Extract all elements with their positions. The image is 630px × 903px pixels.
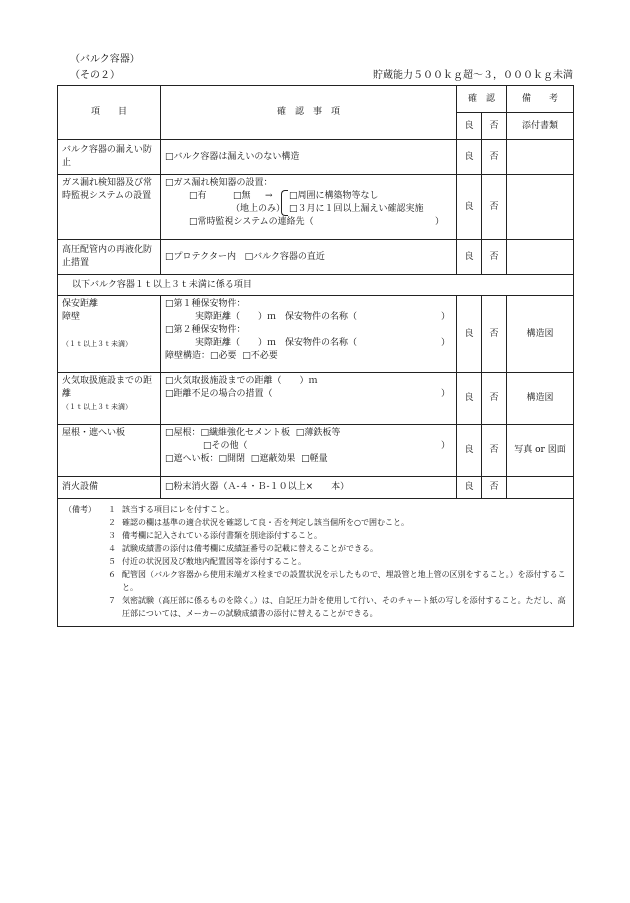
note-number: ２ xyxy=(108,518,116,527)
header-attached-docs: 添付書類 xyxy=(507,113,574,140)
header-check-items: 確 認 事 項 xyxy=(161,86,457,140)
checkbox-icon[interactable] xyxy=(189,191,198,201)
check-safety-distance: □ 第１種保安物件： 実際距離（ ）ｍ 保安物件の名称（ ） □ 第２種保安物件： 実際距離（ ）ｍ 保安物件の名称（ ） 障壁構造：□ 必要 □ 不必要 xyxy=(161,296,457,373)
check-roof-shield: □ 屋根：□ 繊維強化セメント板 □ 薄鉄板等 □ その他（ ） □ 遮へい板：□ 開閉 □ 遮蔽効果 □ 軽量 xyxy=(161,425,457,477)
remark-leak xyxy=(507,140,574,175)
checkbox-icon[interactable] xyxy=(245,252,254,262)
note-text: 確認の欄は基準の適合状況を確認して良・否を判定し該当個所を○で囲むこと。 xyxy=(122,518,409,527)
note-number: ４ xyxy=(108,544,116,553)
good-safety[interactable]: 良 xyxy=(457,296,482,373)
row-reliquefaction xyxy=(58,240,574,275)
monitoring-contact[interactable]: □ 常時監視システムの連絡先（ xyxy=(189,216,314,229)
note-item xyxy=(64,594,567,620)
item-fire-distance: 火気取扱施設までの距離 （１ｔ以上３ｔ未満） xyxy=(58,373,161,425)
note-number: ６ xyxy=(108,570,116,579)
item-safety-distance: 保安距離 障壁 （１ｔ以上３ｔ未満） xyxy=(58,296,161,373)
checkbox-icon[interactable] xyxy=(219,454,228,464)
check-reliquefaction xyxy=(161,240,457,275)
checkbox-icon[interactable] xyxy=(203,441,212,451)
size-note: （１ｔ以上３ｔ未満） xyxy=(62,340,132,348)
closing-paren: ） xyxy=(441,441,451,451)
closing-paren: ） xyxy=(441,338,451,348)
closing-paren: ） xyxy=(441,312,451,322)
notes-label: （備考） xyxy=(64,505,96,514)
notes-label xyxy=(64,568,102,594)
bad-fireext[interactable]: 否 xyxy=(482,477,507,499)
bad-roof[interactable]: 否 xyxy=(482,425,507,477)
item-gas-detector: ガス漏れ検知器及び常時監視システムの設置 xyxy=(58,175,161,240)
size-note: （１ｔ以上３ｔ未満） xyxy=(62,403,132,411)
note-text: 付近の状況図及び敷地内配置図等を添付すること。 xyxy=(122,557,306,566)
option-yes[interactable]: □ 有 xyxy=(189,190,207,203)
good-gas[interactable]: 良 xyxy=(457,175,482,240)
checkbox-icon[interactable] xyxy=(301,454,310,464)
check-gas-detector xyxy=(161,175,457,240)
item-leak-prevention: バルク容器の漏えい防止 xyxy=(58,140,161,175)
note-item xyxy=(64,555,567,568)
container-type-heading: （バルク容器） xyxy=(70,54,140,65)
remark-fire: 構造図 xyxy=(507,373,574,425)
bad-reliq[interactable]: 否 xyxy=(482,240,507,275)
note-text: 備考欄に記入されている添付書類を別途添付すること。 xyxy=(122,531,322,540)
checkbox-icon[interactable] xyxy=(289,204,298,214)
checkbox-icon[interactable] xyxy=(165,178,174,188)
closing-paren: ） xyxy=(441,389,451,399)
checkbox-icon[interactable] xyxy=(165,428,174,438)
class1-distance[interactable]: 実際距離（ ）ｍ 保安物件の名称（ xyxy=(195,312,358,322)
table-header-row-1 xyxy=(58,86,574,113)
note-text: 該当する項目にレを付すこと。 xyxy=(122,505,234,514)
check-fire-extinguisher: □ 粉末消火器（Ａ-４・Ｂ-１０以上× 本） xyxy=(161,477,457,499)
checkbox-icon[interactable] xyxy=(233,191,242,201)
row-gas-detector xyxy=(58,175,574,240)
notes-label xyxy=(64,555,102,568)
checkbox-icon[interactable] xyxy=(165,389,174,399)
checkbox-icon[interactable] xyxy=(242,351,251,361)
note-item xyxy=(64,503,567,516)
checkbox-icon[interactable] xyxy=(289,191,298,201)
remark-reliq xyxy=(507,240,574,275)
header-item: 項 目 xyxy=(58,86,161,140)
option-quarterly-check[interactable]: □ ３月に１回以上漏えい確認実施 xyxy=(289,203,424,216)
header-bad: 否 xyxy=(482,113,507,140)
note-text: 気密試験（高圧部に係るものを除く。）は、自記圧力計を使用して行い、そのチャート紙の写しを添付すること。ただし、高圧部については、メーカーの試験成績書の添付に替えることができる。 xyxy=(122,596,566,618)
note-item xyxy=(64,529,567,542)
option-no-structures[interactable]: □ 周囲に構築物等なし xyxy=(289,190,379,203)
notes-block xyxy=(58,499,574,627)
good-fire[interactable]: 良 xyxy=(457,373,482,425)
note-number: ５ xyxy=(108,557,116,566)
option-near-container[interactable]: □ バルク容器の直近 xyxy=(245,252,325,262)
brace-icon xyxy=(281,190,288,216)
bad-fire[interactable]: 否 xyxy=(482,373,507,425)
checkbox-icon[interactable] xyxy=(165,252,174,262)
note-item xyxy=(64,516,567,529)
row-fire-extinguisher xyxy=(58,477,574,499)
row-leak-prevention xyxy=(58,140,574,175)
note-item xyxy=(64,568,567,594)
item-roof-shield: 屋根・遮へい板 xyxy=(58,425,161,477)
remark-roof: 写真 or 図面 xyxy=(507,425,574,477)
header-confirm: 確 認 xyxy=(457,86,507,113)
header-good: 良 xyxy=(457,113,482,140)
checkbox-icon[interactable] xyxy=(189,217,198,227)
inspection-table xyxy=(57,85,574,627)
item-reliquefaction: 高圧配管内の再液化防止措置 xyxy=(58,240,161,275)
checkbox-icon[interactable] xyxy=(165,482,174,492)
remark-fireext xyxy=(507,477,574,499)
row-roof-shield xyxy=(58,425,574,477)
bad-gas[interactable]: 否 xyxy=(482,175,507,240)
monitoring-contact-close: ） xyxy=(435,217,445,227)
checkbox-icon[interactable] xyxy=(165,454,174,464)
row-fire-distance xyxy=(58,373,574,425)
class2-distance[interactable]: 実際距離（ ）ｍ 保安物件の名称（ xyxy=(195,338,358,348)
check-leak-prevention[interactable]: □ バルク容器は漏えいのない構造 xyxy=(161,140,457,175)
remark-safety: 構造図 xyxy=(507,296,574,373)
note-item xyxy=(64,542,567,555)
bad-safety[interactable]: 否 xyxy=(482,296,507,373)
checkbox-icon[interactable] xyxy=(165,376,174,386)
row-section-1t-3t xyxy=(58,275,574,296)
item-fire-extinguisher: 消火設備 xyxy=(58,477,161,499)
checkbox-icon[interactable] xyxy=(165,325,174,335)
good-leak[interactable]: 良 xyxy=(457,140,482,175)
checkbox-icon[interactable] xyxy=(210,351,219,361)
checkbox-icon[interactable] xyxy=(165,299,174,309)
note-text: 試験成績書の添付は備考欄に成績証番号の記載に替えることができる。 xyxy=(122,544,378,553)
check-fire-distance: □ 火気取扱施設までの距離（ ）ｍ □ 距離不足の場合の措置（ ） xyxy=(161,373,457,425)
good-reliq[interactable]: 良 xyxy=(457,240,482,275)
good-fireext[interactable]: 良 xyxy=(457,477,482,499)
note-text: 配管図（バルク容器から使用末端ガス栓までの設置状況を示したもので、埋設管と地上管の区別をすること。）を添付すること。 xyxy=(122,570,566,592)
notes-label xyxy=(64,594,102,620)
note-number: ７ xyxy=(108,596,116,605)
remark-gas xyxy=(507,175,574,240)
bad-leak[interactable]: 否 xyxy=(482,140,507,175)
gas-detector-line: □ ガス漏れ検知器の設置： xyxy=(165,177,273,190)
arrow-icon: → xyxy=(265,191,273,201)
option-protector[interactable]: □ プロテクター内 xyxy=(165,252,236,262)
note-number: １ xyxy=(108,505,116,514)
section-heading: 以下バルク容器１ｔ以上３ｔ未満に係る項目 xyxy=(58,275,574,296)
notes-label xyxy=(64,516,102,529)
option-no[interactable]: □ 無 xyxy=(233,190,251,203)
notes-list xyxy=(64,503,567,620)
note-number: ３ xyxy=(108,531,116,540)
checkbox-icon[interactable] xyxy=(165,152,174,162)
row-notes xyxy=(58,499,574,627)
notes-label xyxy=(64,529,102,542)
ground-only-note: （地上のみ） xyxy=(231,204,286,214)
good-roof[interactable]: 良 xyxy=(457,425,482,477)
form-part-heading: （その２） xyxy=(70,70,120,81)
header-remarks: 備 考 xyxy=(507,86,574,113)
notes-label xyxy=(64,542,102,555)
checkbox-icon[interactable] xyxy=(201,428,210,438)
row-safety-distance xyxy=(58,296,574,373)
capacity-range-heading: 貯蔵能力５００ｋｇ超～３，０００ｋｇ未満 xyxy=(373,70,573,81)
